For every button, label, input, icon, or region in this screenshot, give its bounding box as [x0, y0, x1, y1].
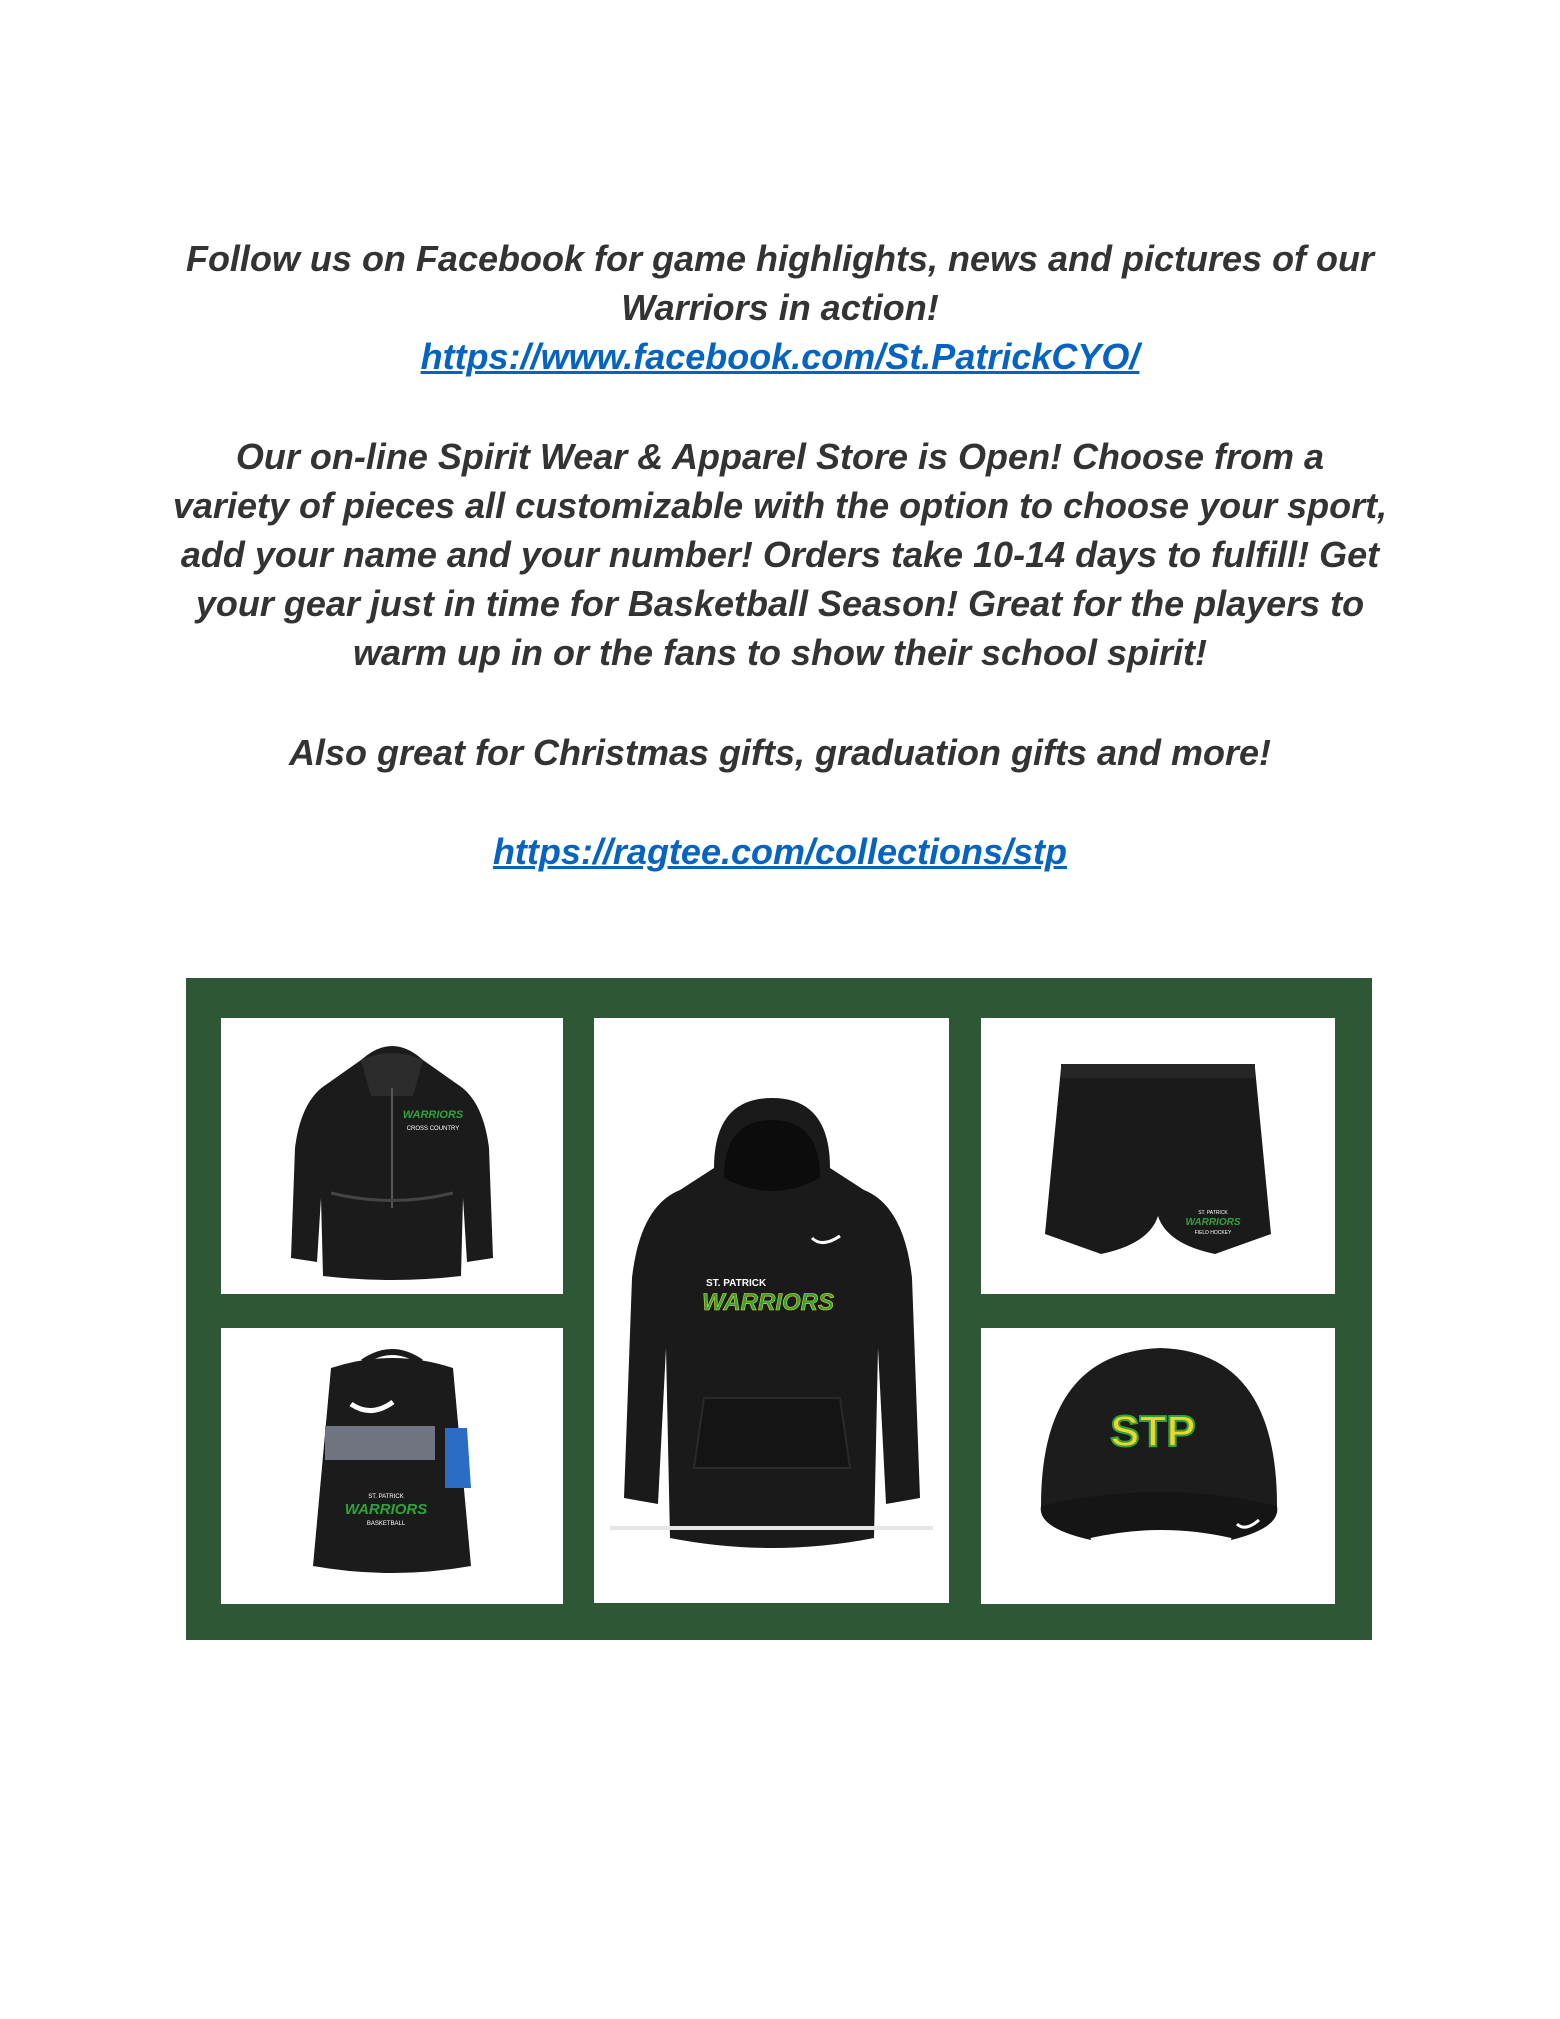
shorts-image [981, 1018, 1335, 1294]
shorts-tile [981, 1018, 1335, 1294]
cap-image [981, 1328, 1335, 1604]
shorts-brand-text: WARRIORS [1185, 1217, 1241, 1228]
store-line-5: warm up in or the fans to show their school spirit! [352, 632, 1208, 673]
backpack-image [221, 1328, 563, 1604]
store-line-1: Our on-line Spirit Wear & Apparel Store is Open! Choose from a [235, 436, 1325, 477]
shorts-sport-text: FIELD HOCKEY [1194, 1230, 1232, 1236]
jacket-sport-text: CROSS COUNTRY [406, 1126, 460, 1132]
hoodie-tile [594, 1018, 949, 1603]
jacket-brand-text: WARRIORS [402, 1109, 464, 1121]
facebook-paragraph [140, 234, 1420, 381]
shorts-school-text: ST. PATRICK [1198, 1210, 1228, 1216]
store-line-4: your gear just in time for Basketball Season! Great for the players to [195, 583, 1365, 624]
jacket-tile [221, 1018, 563, 1294]
product-collage [186, 978, 1372, 1640]
store-link-block [140, 827, 1420, 876]
facebook-line-1: Follow us on Facebook for game highlights, news and pictures of our [185, 238, 1375, 279]
backpack-tile [221, 1328, 563, 1604]
hoodie-school-text: ST. PATRICK [706, 1278, 767, 1289]
facebook-link[interactable]: https://www.facebook.com/St.PatrickCYO/ [420, 336, 1140, 377]
hoodie-image [594, 1018, 949, 1603]
gifts-paragraph: Also great for Christmas gifts, graduation gifts and more! [288, 732, 1272, 773]
store-paragraph [140, 432, 1420, 677]
store-line-2: variety of pieces all customizable with the option to choose your sport, [172, 485, 1388, 526]
store-line-3: add your name and your number! Orders take 10-14 days to fulfill! Get [180, 534, 1380, 575]
cap-logo-text: STP [1110, 1407, 1196, 1456]
hoodie-brand-text: WARRIORS [702, 1289, 834, 1316]
backpack-sport-text: BASKETBALL [366, 1521, 406, 1527]
jacket-image [221, 1018, 563, 1294]
facebook-line-2: Warriors in action! [621, 287, 939, 328]
cap-tile [981, 1328, 1335, 1604]
backpack-school-text: ST. PATRICK [368, 1494, 404, 1500]
store-link[interactable]: https://ragtee.com/collections/stp [492, 831, 1068, 872]
backpack-brand-text: WARRIORS [344, 1501, 428, 1518]
